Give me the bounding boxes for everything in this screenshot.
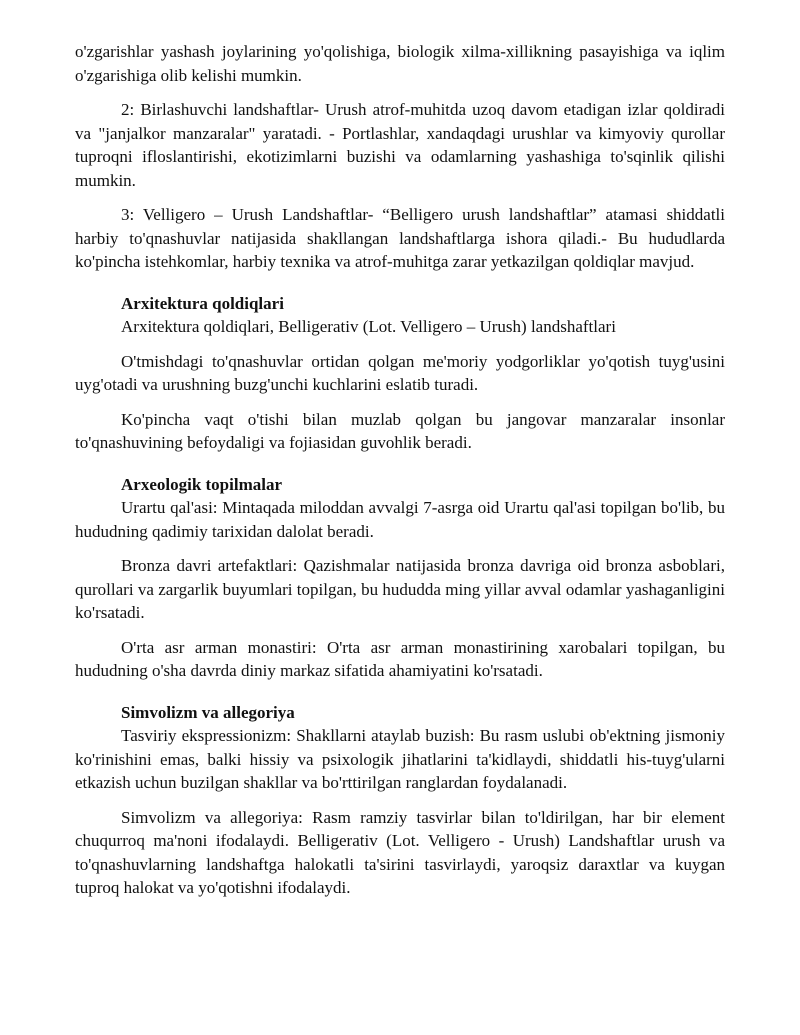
architecture-paragraph-1: O'tmishdagi to'qnashuvlar ortidan qolgan me'moriy yodgorliklar yo'qotish tuyg'usini uyg'otadi va urushning buzg'unchi kuchlarini eslatib turadi. xyxy=(75,351,725,394)
intro-continuation-paragraph: o'zgarishlar yashash joylarining yo'qolishiga, biologik xilma-xillikning pasayishiga va iqlim o'zgarishiga olib kelishi mumkin. xyxy=(75,42,725,85)
architecture-paragraph-2: Ko'pincha vaqt o'tishi bilan muzlab qolgan bu jangovar manzaralar insonlar to'qnashuvining befoydaligi va fojiasidan guvohlik beradi. xyxy=(75,409,725,452)
list-item-2: 2: Birlashuvchi landshaftlar- Urush atrof-muhitda uzoq davom etadigan izlar qoldiradi va "janjalkor manzaralar" yaratadi. - Portlashlar, xandaqdagi urushlar va kimyoviy qurollar tuproqni ifloslantirishi, ekotizimlarni buzishi va odamlarning yashashiga to'sqinlik qilishi mumkin. xyxy=(75,100,725,190)
symbolism-heading: Simvolizm va allegoriya xyxy=(121,702,295,722)
symbolism-paragraph-2: Simvolizm va allegoriya: Rasm ramziy tasvirlar bilan to'ldirilgan, har bir element chuqurroq ma'noni ifodalaydi. Belligerativ (Lot. Velligero - Urush) Landshaftlar urush va to'qnashuvlarning landshaftga halokatli ta'sirini tasvirlaydi, yaroqsiz daraxtlar va kuygan tuproq halokat va yo'qotishni ifodalaydi. xyxy=(75,807,725,897)
list-item-3: 3: Velligero – Urush Landshaftlar- “Belligero urush landshaftlar” atamasi shiddatli harbiy to'qnashuvlar natijasida shakllangan landshaftlarga ishora qiladi.- Bu hududlarda ko'pincha istehkomlar, harbiy texnika va atrof-muhitga zarar yetkazilgan qoldiqlar mavjud. xyxy=(75,205,725,271)
archaeology-paragraph-2: Bronza davri artefaktlari: Qazishmalar natijasida bronza davriga oid bronza asboblari, qurollari va zargarlik buyumlari topilgan, bu hududda ming yillar avval odamlar yashaganligini ko'rsatadi. xyxy=(75,556,725,622)
archaeology-paragraph-3: O'rta asr arman monastiri: O'rta asr arman monastirining xarobalari topilgan, bu hududning o'sha davrda diniy markaz sifatida ahamiyatini ko'rsatadi. xyxy=(75,637,725,680)
archaeology-paragraph-1: Urartu qal'asi: Mintaqada miloddan avvalgi 7-asrga oid Urartu qal'asi topilgan bo'lib, bu hududning qadimiy tarixidan dalolat beradi. xyxy=(75,498,725,541)
archaeology-heading: Arxeologik topilmalar xyxy=(121,474,283,494)
document-page xyxy=(75,40,725,900)
symbolism-paragraph-1: Tasviriy ekspressionizm: Shakllarni ataylab buzish: Bu rasm uslubi ob'ektning jismoniy ko'rinishini emas, balki hissiy va psixologik jihatlarini ta'kidlaydi, shiddatli his-tuyg'ularni etkazish uchun buzilgan shakllar va bo'rttirilgan ranglardan foydalanadi. xyxy=(75,726,725,792)
architecture-heading: Arxitektura qoldiqlari xyxy=(121,293,284,313)
architecture-subtitle: Arxitektura qoldiqlari, Belligerativ (Lot. Velligero – Urush) landshaftlari xyxy=(121,317,616,336)
